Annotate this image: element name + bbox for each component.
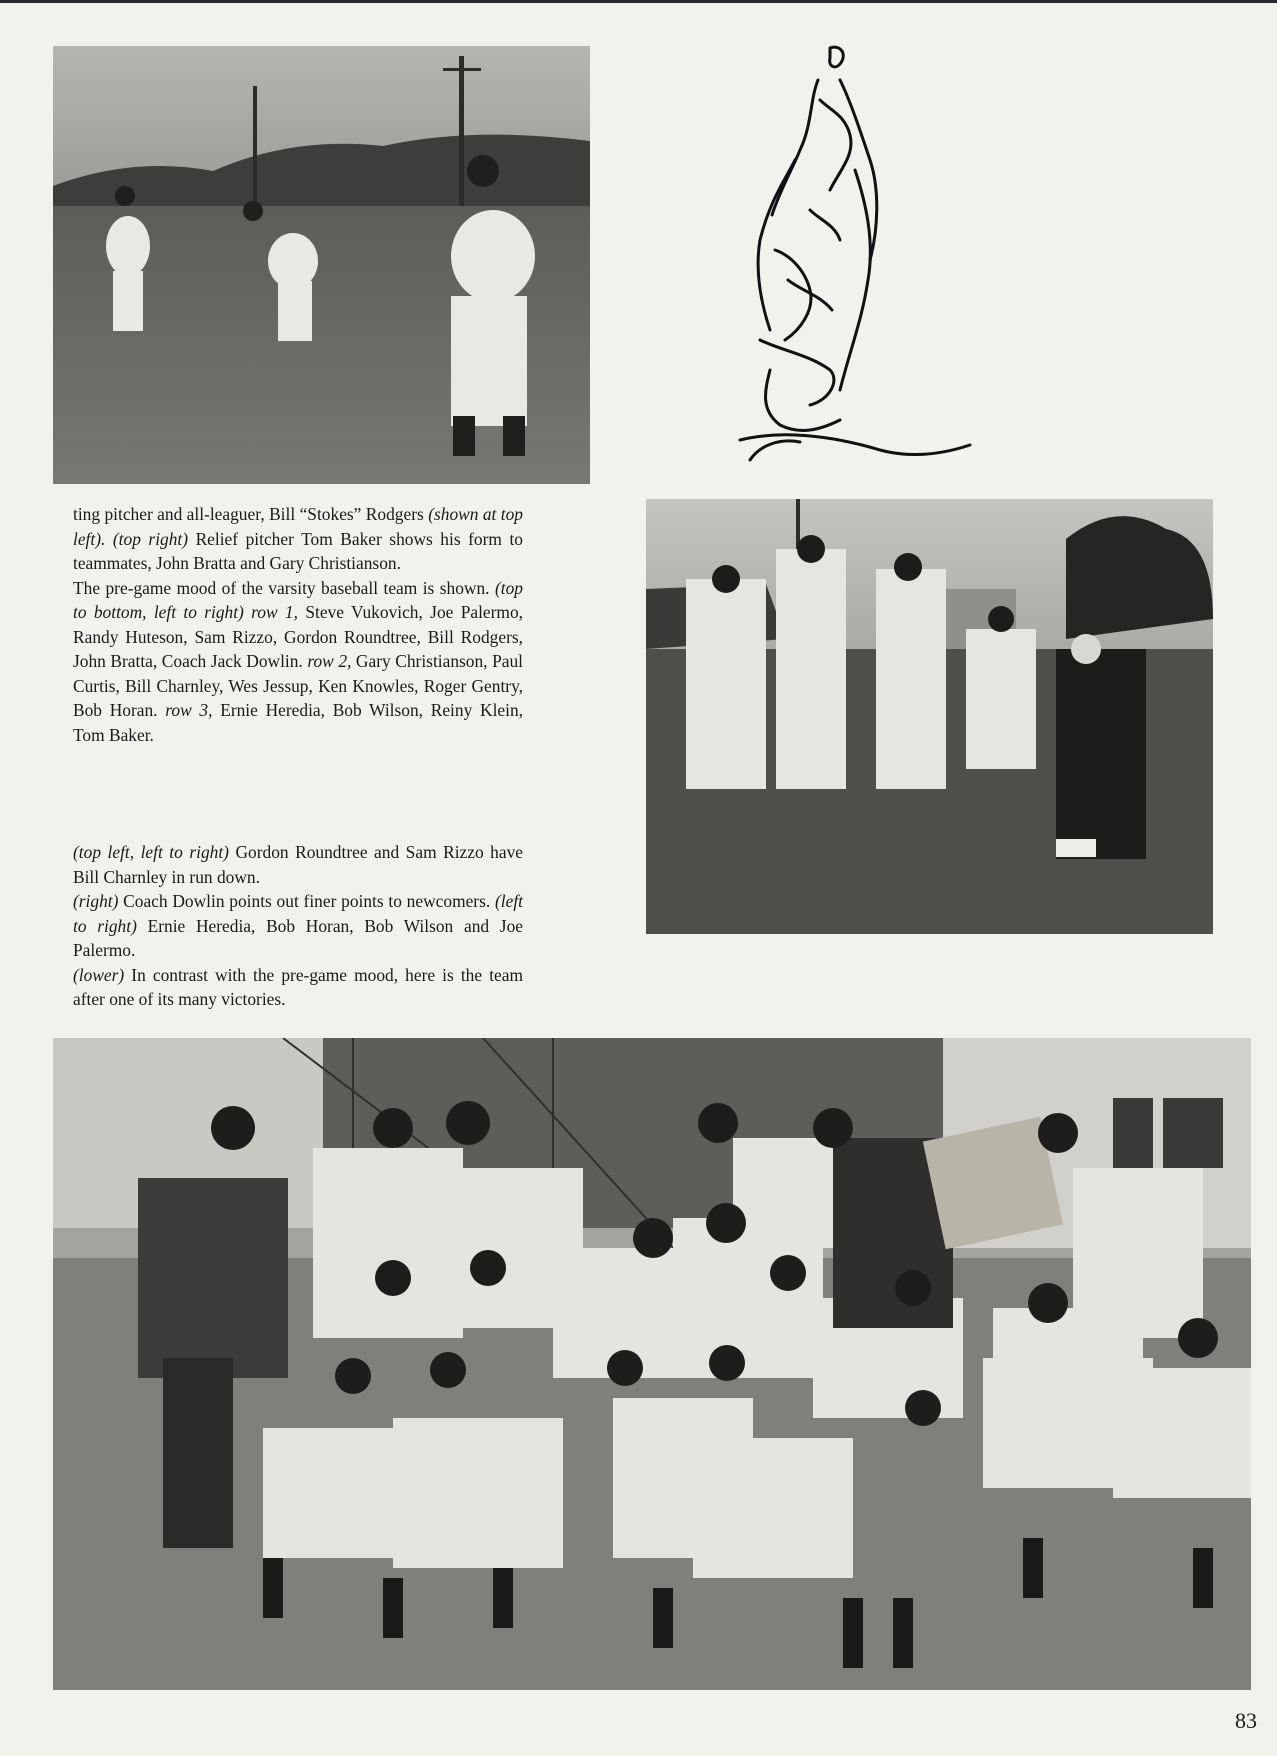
caption1-italic-e: row 3, — [165, 700, 213, 720]
caption2-italic-c: (left to right) — [73, 891, 523, 936]
caption1-text-a: ting pitcher and all-leaguer, Bill “Stokes” Rodgers — [73, 504, 429, 524]
caption1-text-b: Relief pitcher Tom Baker shows his form to teammates, John Bratta and Gary Christianson. — [73, 528, 523, 573]
pitcher-sketch — [700, 40, 1000, 470]
photo-top-right — [646, 499, 1213, 934]
caption-photos — [73, 840, 523, 1012]
caption1-text-f: Ernie Heredia, Bob Wilson, Reiny Klein, Tom Baker. — [73, 700, 523, 745]
caption-photos-paragraph-2 — [73, 889, 523, 963]
photo-top-left — [53, 46, 590, 484]
caption1-text-d: Steve Vukovich, Joe Palermo, Randy Huteson, Sam Rizzo, Gordon Roundtree, Bill Rodgers, John Bratta, Coach Jack Dowlin. — [73, 602, 523, 671]
caption-pre-game-paragraph-2 — [73, 576, 523, 748]
caption-photos-paragraph-3 — [73, 963, 523, 1012]
caption1-text-e: Gary Christianson, Paul Curtis, Bill Charnley, Wes Jessup, Ken Knowles, Roger Gentry, Bob Horan. — [73, 651, 524, 720]
top-rule — [0, 0, 1277, 3]
caption2-text-b: Coach Dowlin points out finer points to newcomers. — [118, 891, 495, 911]
caption-photos-paragraph-1 — [73, 840, 523, 889]
caption2-italic-a: (top left, left to right) — [73, 842, 229, 862]
caption1-italic-a: (shown at top left). (top right) — [73, 504, 523, 549]
caption-pre-game-paragraph-1 — [73, 502, 523, 576]
photo-bottom-team — [53, 1038, 1251, 1690]
caption2-italic-b: (right) — [73, 891, 119, 911]
caption-pre-game — [73, 502, 523, 747]
caption2-text-c: Ernie Heredia, Bob Horan, Bob Wilson and Joe Palermo. — [73, 915, 523, 960]
caption1-text-c: The pre-game mood of the varsity baseball team is shown. — [73, 577, 495, 598]
caption2-text-a: Gordon Roundtree and Sam Rizzo have Bill Charnley in run down. — [73, 842, 524, 887]
caption2-italic-d: (lower) — [73, 964, 125, 985]
caption1-italic-c: (top to bottom, left to right) row 1, — [73, 577, 523, 622]
caption2-text-d: In contrast with the pre-game mood, here is the team after one of its many victories. — [73, 964, 523, 1009]
page-number: 83 — [1235, 1708, 1257, 1733]
caption1-italic-d: row 2, — [307, 651, 352, 671]
